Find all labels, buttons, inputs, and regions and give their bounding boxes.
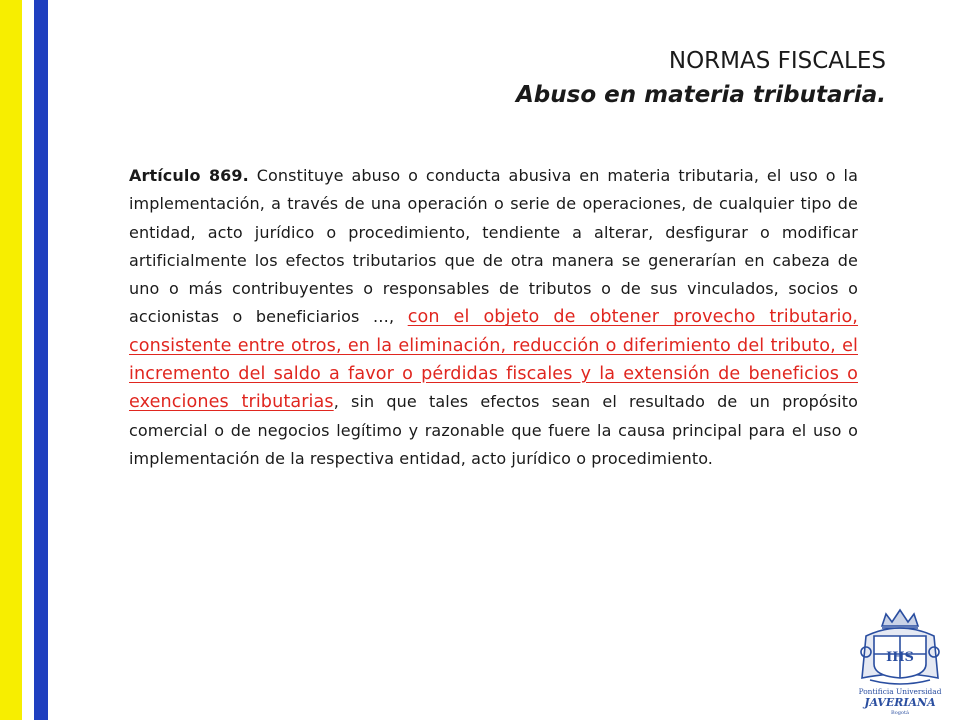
seal-university-line1: Pontificia Universidad [858,687,942,696]
seal-monogram: IHS [886,650,914,665]
left-stripe-blue [34,0,48,720]
university-seal-icon [852,606,948,716]
slide-subtitle: Abuso en materia tributaria. [515,82,886,108]
article-text-intro: Constituye abuso o conducta abusiva en materia tributaria, el uso o la implementación, a través de una operación o serie de operaciones, de cualquier tipo de entidad, acto jurídico o procedimiento, tendiente a alterar, desfigurar o modificar artificialmente los efectos tributarios que de otra manera se generarían en cabeza de uno o más contribuyentes o responsables de tributos o de sus vinculados, socios o accionistas o beneficiarios …, [129,166,858,327]
article-number: Artículo 869. [129,166,249,185]
article-paragraph [129,162,858,473]
article-text-ending: , sin que tales efectos sean el resultado de un propósito comercial o de negocios legítimo y razonable que fuere la causa principal para el uso o implementación de la respectiva entidad, acto jurídico o procedimiento. [129,392,858,468]
slide-title: NORMAS FISCALES [668,48,886,74]
article-highlight: con el objeto de obtener provecho tributario, consistente entre otros, en la eliminación, reducción o diferimiento del tributo, el incremento del saldo a favor o pérdidas fiscales y la extensión de beneficios o exenciones tributarias [129,307,859,413]
slide-title-block [516,44,886,112]
seal-university-line2: JAVERIANA [864,696,936,709]
seal-university-line3: Bogotá [891,710,909,716]
left-stripe-yellow [0,0,22,720]
